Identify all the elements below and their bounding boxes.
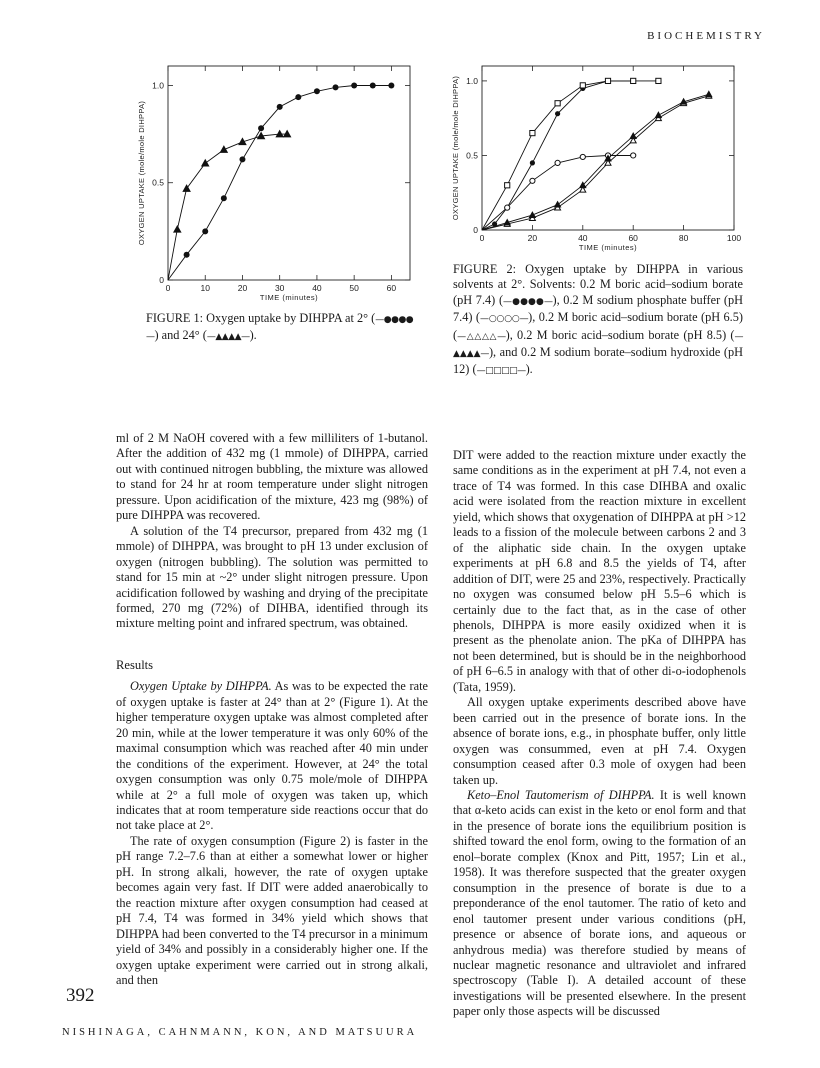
plot-frame	[482, 66, 734, 230]
figure-1-label: FIGURE 1:	[146, 311, 204, 325]
data-point	[555, 160, 560, 165]
data-point	[220, 146, 227, 152]
series-open-triangle	[482, 93, 712, 230]
data-point	[239, 156, 245, 162]
x-tick-label: 40	[312, 283, 322, 293]
y-axis-label: OXYGEN UPTAKE (mole/mole DIHPPA)	[451, 75, 460, 221]
x-tick-label: 30	[274, 283, 285, 293]
caption-text: ) and 24° (	[154, 328, 207, 343]
data-point	[555, 101, 560, 106]
data-point	[555, 111, 560, 116]
legend-symbol-triangles: —▲▲▲▲—	[206, 332, 250, 343]
series-filled-circle	[168, 82, 394, 280]
data-point	[277, 104, 283, 110]
caption-text: ), 0.2 M sodium phosphate buffer (pH 7.4) (	[453, 292, 744, 325]
data-point	[530, 160, 535, 165]
figure-2-label: FIGURE 2:	[453, 262, 517, 276]
caption-text: ), and 0.2 M sodium borate–sodium hydroxide (pH 12) (	[453, 345, 744, 377]
y-axis-label: OXYGEN UPTAKE (mole/mole DIHPPA)	[137, 100, 146, 246]
x-axis-label: TIME (minutes)	[259, 293, 319, 302]
data-point	[351, 82, 357, 88]
x-tick-label: 100	[726, 233, 742, 243]
x-tick-label: 20	[237, 283, 248, 293]
y-tick-label: 0	[159, 275, 164, 285]
section-heading-results: Results	[116, 657, 154, 672]
x-tick-label: 50	[349, 283, 359, 293]
series-open-circle	[482, 153, 636, 230]
author-footer: NISHINAGA, CAHNMANN, KON, AND MATSUURA	[62, 1027, 418, 1038]
plot-frame	[168, 66, 410, 280]
data-point	[174, 226, 181, 232]
series-filled-triangle	[482, 91, 712, 230]
y-tick-label: 0.5	[466, 150, 478, 161]
x-axis-label: TIME (minutes)	[578, 243, 638, 252]
legend-symbol-open-circles: —○○○○—	[479, 314, 529, 325]
legend-symbol-filled-circles: —●●●●—	[503, 296, 553, 307]
data-point	[370, 82, 376, 88]
paragraph: DIT were added to the reaction mixture under exactly the same conditions as in the experiment at pH 7.4, not even a trace of T4 was formed. In this case DIHBA and oxalic acid were isolated from the reaction mixture in excellent yield, which shows that oxygenation of DIHPPA at pH >12 leads to a fission of the molecule between carbons 2 and 3 of the aliphatic side chain. In the oxygen uptake experiments at pH 6.8 and 8.5 the yields of T4, after addition of DIT, were 25 and 23%, respectively. Practically no oxygen was consumed below pH 5.5–6 which is certainly due to the fact that, as in the case of other phenols, DIHPPA is more easily oxidized when it is present as the phenolate anion. The pKa of DIHPPA has not been determined, but is should be in the neighborhood of pH 6–6.5 in analogy with that of other di-o-iodophenols (Tata, 1959).	[453, 448, 746, 694]
x-tick-label: 80	[678, 233, 689, 243]
series-line	[168, 86, 391, 281]
data-point	[605, 78, 610, 83]
y-tick-label: 0.5	[152, 177, 164, 188]
caption-text: ).	[525, 362, 533, 377]
data-point	[505, 205, 510, 210]
x-tick-label: 60	[628, 233, 638, 243]
y-tick-label: 0	[473, 225, 478, 235]
caption-text: Oxygen uptake by DIHPPA in various solvents at 2°. Solvents: 0.2 M boric acid–sodium borate (pH 7.4) (	[453, 262, 743, 307]
data-point	[202, 160, 209, 166]
paragraph: ml of 2 M NaOH covered with a few milliliters of 1-butanol. After the addition of 432 mg (1 mmole) of DIHPPA, carried out with continued nitrogen bubbling, the mixture was allowed to stand for 24 hr at room temperature under slight nitrogen pressure. Upon acidification of the mixture, 423 mg (98%) of pure DIHPPA was recovered.	[116, 431, 428, 523]
data-point	[505, 183, 510, 188]
data-point	[530, 130, 535, 135]
x-tick-label: 60	[386, 283, 397, 293]
figure-2-caption	[453, 262, 743, 380]
x-tick-label: 0	[479, 233, 485, 243]
data-point	[333, 84, 339, 90]
data-point	[295, 94, 301, 100]
series-line	[482, 96, 709, 230]
figure-1-chart	[128, 58, 418, 308]
data-point	[202, 228, 208, 234]
caption-text: ), 0.2 M boric acid–sodium borate (pH 8.5) (	[505, 327, 735, 342]
data-point	[631, 78, 636, 83]
series-line	[168, 134, 287, 280]
figure-2-chart	[446, 58, 756, 258]
x-tick-label: 10	[200, 283, 210, 293]
caption-text: ).	[249, 328, 257, 343]
caption-text: Oxygen uptake by DIHPPA at 2° (	[203, 311, 376, 325]
series-line	[482, 156, 633, 231]
figure-1-caption	[146, 311, 418, 346]
legend-symbol-open-triangles: —△△△△—	[457, 331, 506, 342]
y-tick-label: 1.0	[152, 80, 164, 91]
paragraph-text: As was to be expected the rate of oxygen uptake is faster at 24° than at 2° (Figure 1). At the higher temperature oxygen uptake was almost completed after 20 min, while at the lower temperature it was only 60% of the maximal consumption which was reached after 40 min under the conditions of the experiment. However, at 24° the total oxygen consumption was only 0.75 mole/mole of DIHPPA while at 2° a full mole of oxygen was taken up, which indicates that at room temperature side reactions occur that do not take place at 2°.	[116, 679, 428, 833]
run-in-heading: Keto–Enol Tautomerism of DIHPPA.	[467, 787, 655, 802]
data-point	[529, 212, 535, 217]
paragraph	[116, 679, 428, 834]
page-number: 392	[66, 985, 95, 1006]
x-tick-label: 20	[527, 233, 538, 243]
data-point	[258, 125, 264, 131]
legend-symbol-circles: —●●●●—	[146, 315, 414, 343]
data-point	[388, 82, 394, 88]
data-point	[555, 202, 561, 207]
legend-symbol-filled-triangles: —▲▲▲▲—	[453, 331, 743, 360]
run-in-heading: Oxygen Uptake by DIHPPA.	[130, 679, 272, 694]
left-column	[116, 431, 428, 988]
legend-symbol-open-squares: —□□□□—	[476, 366, 526, 377]
journal-header: BIOCHEMISTRY	[647, 30, 765, 42]
data-point	[655, 112, 661, 117]
caption-text: ), 0.2 M boric acid–sodium borate (pH 6.5) (	[453, 310, 743, 342]
data-point	[184, 252, 190, 258]
data-point	[706, 91, 712, 96]
y-tick-label: 1.0	[466, 75, 478, 86]
data-point	[314, 88, 320, 94]
right-column	[453, 448, 746, 1020]
paragraph-text: It is well known that α-keto acids can exist in the keto or enol form and that in the presence of borate ions the equilibrium position is shifted toward the enol form, owing to the formation of an enol–borate complex (Knox and Pitt, 1957; Lin et al., 1958). It was therefore suspected that the greater oxygen consumption in the presence of borate is due to a preponderance of the enol tautomer. The ratio of keto and enol tautomer present under various conditions (pH, presence or absence of borate ions, and aqueous or anhydrous media) was therefore studied by means of nuclear magnetic resonance and ultraviolet and infrared spectroscopy (Table I). A detailed account of these investigations will be presented elsewhere. In the present paper only those aspects will be discussed	[453, 787, 747, 1019]
data-point	[221, 195, 227, 201]
data-point	[580, 154, 585, 159]
series-line	[482, 94, 709, 230]
paragraph: All oxygen uptake experiments described above have been carried out in the presence of borate ions. In the absence of borate ions, e.g., in phosphate buffer, only little oxygen was consummed, even at pH 7.4. Oxygen consumption ceased after 0.3 mole of oxygen had been taken up.	[453, 695, 746, 787]
data-point	[530, 178, 535, 183]
paragraph	[453, 788, 746, 1020]
x-tick-label: 40	[578, 233, 588, 243]
paragraph: The rate of oxygen consumption (Figure 2) is faster in the pH range 7.2–7.6 than at either a somewhat lower or higher pH. In strong alkali, however, the rate of oxygen uptake becomes again very fast. If DIT were added anaerobically to the reaction mixture after oxygen consumption had ceased at pH 7.4, T4 was formed in 34% yield which shows that DIHPPA had been converted to the T4 precursor in a minimum yield of 34% and possibly in a considerably higher one. If the oxygen uptake experiment were carried out in strong alkali, and then	[116, 833, 428, 987]
data-point	[631, 153, 636, 158]
paragraph: A solution of the T4 precursor, prepared from 432 mg (1 mmole) of DIHPPA, was brought to pH 13 under exclusion of oxygen (nitrogen bubbling). The solution was permitted to stand for 15 min at ~2° under slight nitrogen pressure. Upon acidification followed by washing and drying of the precipitate formed, 270 mg (72%) of DIHBA, identified through its mixture melting point and infrared spectrum, was obtained.	[116, 523, 428, 631]
data-point	[580, 83, 585, 88]
x-tick-label: 0	[165, 283, 171, 293]
data-point	[656, 78, 661, 83]
